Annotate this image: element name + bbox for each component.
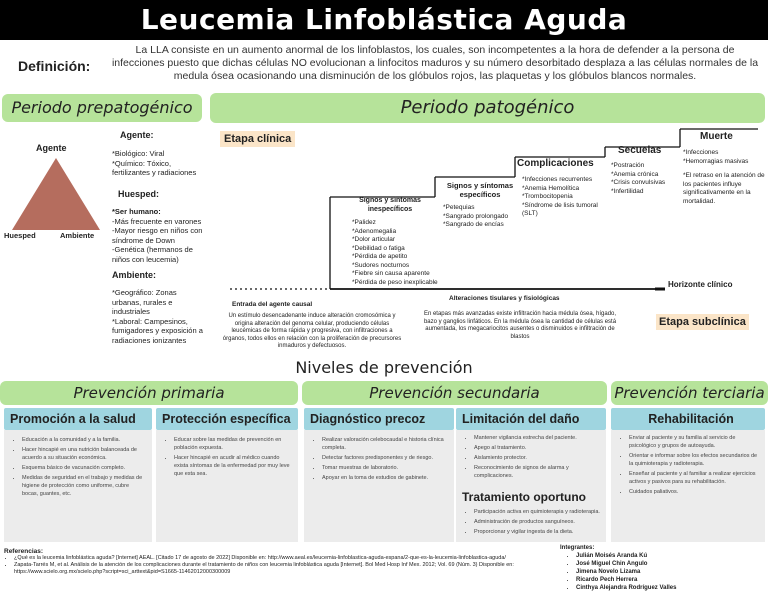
complication-item: *Anemia Hemolítica: [522, 184, 580, 192]
agente-line: *Biológico: Viral: [112, 149, 165, 158]
complication-item: *Infecciones recurrentes: [522, 176, 593, 183]
team-members: [560, 544, 760, 592]
list-item: • Mantener vigilancia estrecha del paciente.: [474, 434, 600, 442]
list-item: • Cuidados paliativos.: [629, 488, 759, 496]
list-item: • Enviar al paciente y su familia al servicio de psicológico y grupos de autoayuda.: [629, 434, 759, 450]
diagnostico-box: [304, 430, 454, 542]
references-heading: Referencias:: [4, 548, 44, 555]
huesped-line: -Más frecuente en varones: [112, 216, 202, 226]
alteraciones-heading: Alteraciones tisulares y fisiológicas: [449, 295, 560, 302]
symptom-item: *Pérdida de apetito: [352, 253, 408, 260]
reference-item: • ¿Qué es la leucemia linfoblástica aguda? [Internet] AEAL. [Citado 17 de agosto de 2022] Disponible en: http://www.aeal.es/leucemia-linfoblastica-aguda-espana/2-que-es-la-leucemia-linfoblastica-aguda/: [14, 555, 524, 562]
symptom-item: *Fiebre sin causa aparente: [352, 270, 430, 277]
list-item: • Participación activa en quimioterapia y radioterapia.: [474, 508, 600, 516]
entrada-heading: Entrada del agente causal: [232, 301, 313, 308]
limitacion-heading: Limitación del daño: [456, 408, 606, 430]
death-cause-item: *Infecciones: [683, 149, 719, 156]
list-item: • Medidas de seguridad en el trabajo y medidas de higiene de protección como uniforme, cubre bocas, guantes, etc.: [22, 474, 146, 498]
huesped-details: [112, 207, 206, 264]
sequela-item: *Crisis convulsivas: [611, 179, 666, 186]
huesped-line: *Ser humano:: [112, 207, 161, 216]
page-title: Leucemia Linfoblástica Aguda: [0, 0, 768, 40]
list-item: • Administración de productos sanguíneos.: [474, 518, 600, 526]
list-item: • Proporcionar y vigilar ingesta de la dieta.: [474, 528, 600, 536]
tertiary-prevention-tab: Prevención terciaria: [611, 381, 768, 405]
etapa-subclinica-label: Etapa subclínica: [656, 314, 749, 330]
symptom-item: *Palidez: [352, 219, 376, 226]
complicaciones-list: [522, 176, 606, 219]
list-item: • Tomar muestras de laboratorio.: [322, 464, 448, 472]
muerte-heading: Muerte: [700, 131, 733, 142]
reference-item: • Zapata-Tarrés M, et al. Análisis de la atención de los complicaciones durante el tratamiento de niños con leucemia linfoblástica aguda [Internet]. Bol Med Hosp Inf Mex. 2012; Vol. 69 (Núm. 3) Disponible en: https://www.scielo.org.mx/scielo.php?script=sci_arttext&pid=S1665-11462012000300009: [14, 562, 524, 576]
pathogenic-title: Periodo patogénico: [210, 93, 765, 123]
signos-esp-list: [443, 204, 523, 230]
promocion-box: [4, 430, 152, 542]
ambiente-line: *Laboral: Campesinos, fumigadores y exposición a radiaciones ionizantes: [112, 316, 203, 345]
agente-heading: Agente:: [120, 130, 154, 140]
limitacion-box: [456, 430, 606, 542]
proteccion-box: [156, 430, 298, 542]
list-item: • Hacer hincapié en acudir al médico cuando exista síntomas de la enfermedad por muy leve que esta sea.: [174, 454, 292, 478]
complicaciones-heading: Complicaciones: [517, 158, 594, 169]
list-item: • Aislamiento protector.: [474, 454, 600, 462]
team-member: • Cinthya Alejandra Rodríguez Valles: [576, 584, 760, 592]
list-item: • Enseñar al paciente y al familiar a realizar ejercicios activos y pasivos para su rehabilitación.: [629, 470, 759, 486]
death-cause-item: *El retraso en la atención de los pacientes influye significativamente en la mortalidad.: [683, 172, 765, 205]
complication-item: *Síndrome de lisis tumoral (SLT): [522, 201, 598, 217]
huesped-heading: Huesped:: [118, 189, 160, 199]
signos-inesp-heading: Signos y síntomas inespecíficos: [359, 197, 421, 213]
definition-text: La LLA consiste en un aumento anormal de los linfoblastos, los cuales, son incompetentes a la hora de defender a la persona de infecciones puesto que dichas células NO evolucionan a linfocitos maduros y su número desorbitado desplaza a las células normales de la medula ósea ocasionando una disminución de los glóbulos rojos, las plaquetas y los glóbulos blancos normales.: [111, 44, 759, 82]
sequela-item: *Infertilidad: [611, 187, 644, 195]
list-item: • Orientar e informar sobre los efectos secundarios de la quimioterapia y radioterapia.: [629, 452, 759, 468]
team-member: • Julián Moisés Aranda Kú: [576, 552, 760, 560]
list-item: • Apego al tratamiento.: [474, 444, 600, 452]
signos-esp-heading: Signos y síntomas específicos: [446, 181, 514, 199]
symptom-item: *Pérdida de peso inexplicable: [352, 278, 438, 286]
list-item: • Detectar factores predisponentes y de riesgo.: [322, 454, 448, 462]
team-member: • José Miguel Chin Angulo: [576, 560, 760, 568]
muerte-list: [683, 149, 765, 206]
symptom-item: *Adenomegalia: [352, 227, 397, 235]
rehabilitacion-box: [611, 430, 765, 542]
list-item: • Esquema básico de vacunación completo.: [22, 464, 146, 472]
agente-line: *Químico: Tóxico, fertilizantes y radiaciones: [112, 158, 197, 177]
huesped-line: -Mayor riesgo en niños con síndrome de Down: [112, 226, 203, 245]
symptom-item: *Sangrado de encías: [443, 221, 504, 228]
promocion-heading: Promoción a la salud: [4, 408, 152, 430]
sequela-item: *Postración: [611, 162, 645, 169]
horizonte-clinico-label: Horizonte clínico: [668, 280, 733, 289]
triangle-right-label: Ambiente: [60, 231, 95, 240]
list-item: • Apoyar en la toma de estudios de gabinete.: [322, 474, 448, 482]
agente-details: [112, 149, 204, 178]
ambiente-heading: Ambiente:: [112, 270, 157, 280]
signos-inesp-list: [352, 219, 442, 287]
triangle-left-label: Huesped: [4, 231, 36, 240]
rehabilitacion-heading: Rehabilitación: [611, 408, 765, 430]
list-item: • Realizar valoración celebocaudal e historia clínica completa.: [322, 436, 448, 452]
ambiente-details: [112, 288, 206, 345]
entrada-text: Un estímulo desencadenante induce alteración cromosómica y origina alteración del genoma celular, produciendo células leucémicas de forma rápida y progresiva, con infiltraciones a órganos, todos ellos en relación con la proliferación de precursores inmaduros y defectuosos.: [222, 313, 402, 349]
prevention-levels-title: Niveles de prevención: [295, 358, 473, 377]
proteccion-heading: Protección específica: [156, 408, 298, 430]
epidemiologic-triangle: [12, 158, 100, 230]
etapa-clinica-label: Etapa clínica: [220, 131, 295, 147]
triangle-top-label: Agente: [36, 143, 67, 153]
huesped-line: -Genética (hermanos de niños con leucemia): [112, 245, 193, 264]
death-cause-item: *Hemorragias masivas: [683, 157, 749, 165]
symptom-item: *Sangrado prolongado: [443, 212, 509, 220]
team-member: • Ricardo Pech Herrera: [576, 576, 760, 584]
primary-prevention-tab: Prevención primaria: [0, 381, 298, 405]
symptom-item: *Petequias: [443, 204, 475, 211]
tratamiento-heading: Tratamiento oportuno: [462, 490, 586, 504]
list-item: • Reconocimiento de signos de alarma y complicaciones.: [474, 464, 600, 480]
list-item: • Hacer hincapié en una nutrición balanceada de acuerdo a su situación económica.: [22, 446, 146, 462]
diagnostico-heading: Diagnóstico precoz: [304, 408, 454, 430]
symptom-item: *Dolor articular: [352, 236, 395, 243]
team-member: • Jimena Novelo Lizama: [576, 568, 760, 576]
secuelas-list: [611, 162, 683, 196]
sequela-item: *Anemia crónica: [611, 170, 659, 178]
list-item: • Educar sobre las medidas de prevención en población expuesta.: [174, 436, 292, 452]
references: [4, 548, 524, 576]
secuelas-heading: Secuelas: [618, 145, 662, 156]
prepatogenic-title: Periodo prepatogénico: [2, 94, 202, 122]
team-heading: Integrantes:: [560, 545, 595, 551]
secondary-prevention-tab: Prevención secundaria: [302, 381, 607, 405]
complication-item: *Trombocitopenia: [522, 193, 573, 200]
alteraciones-text: En etapas más avanzadas existe infiltración hacia médula ósea, hígado, bazo y ganglios linfáticos. En la médula ósea la cantidad de células está aumentada, los megacariocitos ausentes o disminuidos e infiltración de blastos: [423, 311, 617, 340]
symptom-item: *Sudores nocturnos: [352, 261, 410, 269]
ambiente-line: *Geográfico: Zonas urbanas, rurales e industriales: [112, 288, 177, 316]
symptom-item: *Debilidad o fatiga: [352, 244, 405, 252]
list-item: • Educación a la comunidad y a la familia.: [22, 436, 146, 444]
definition-label: Definición:: [18, 58, 91, 74]
